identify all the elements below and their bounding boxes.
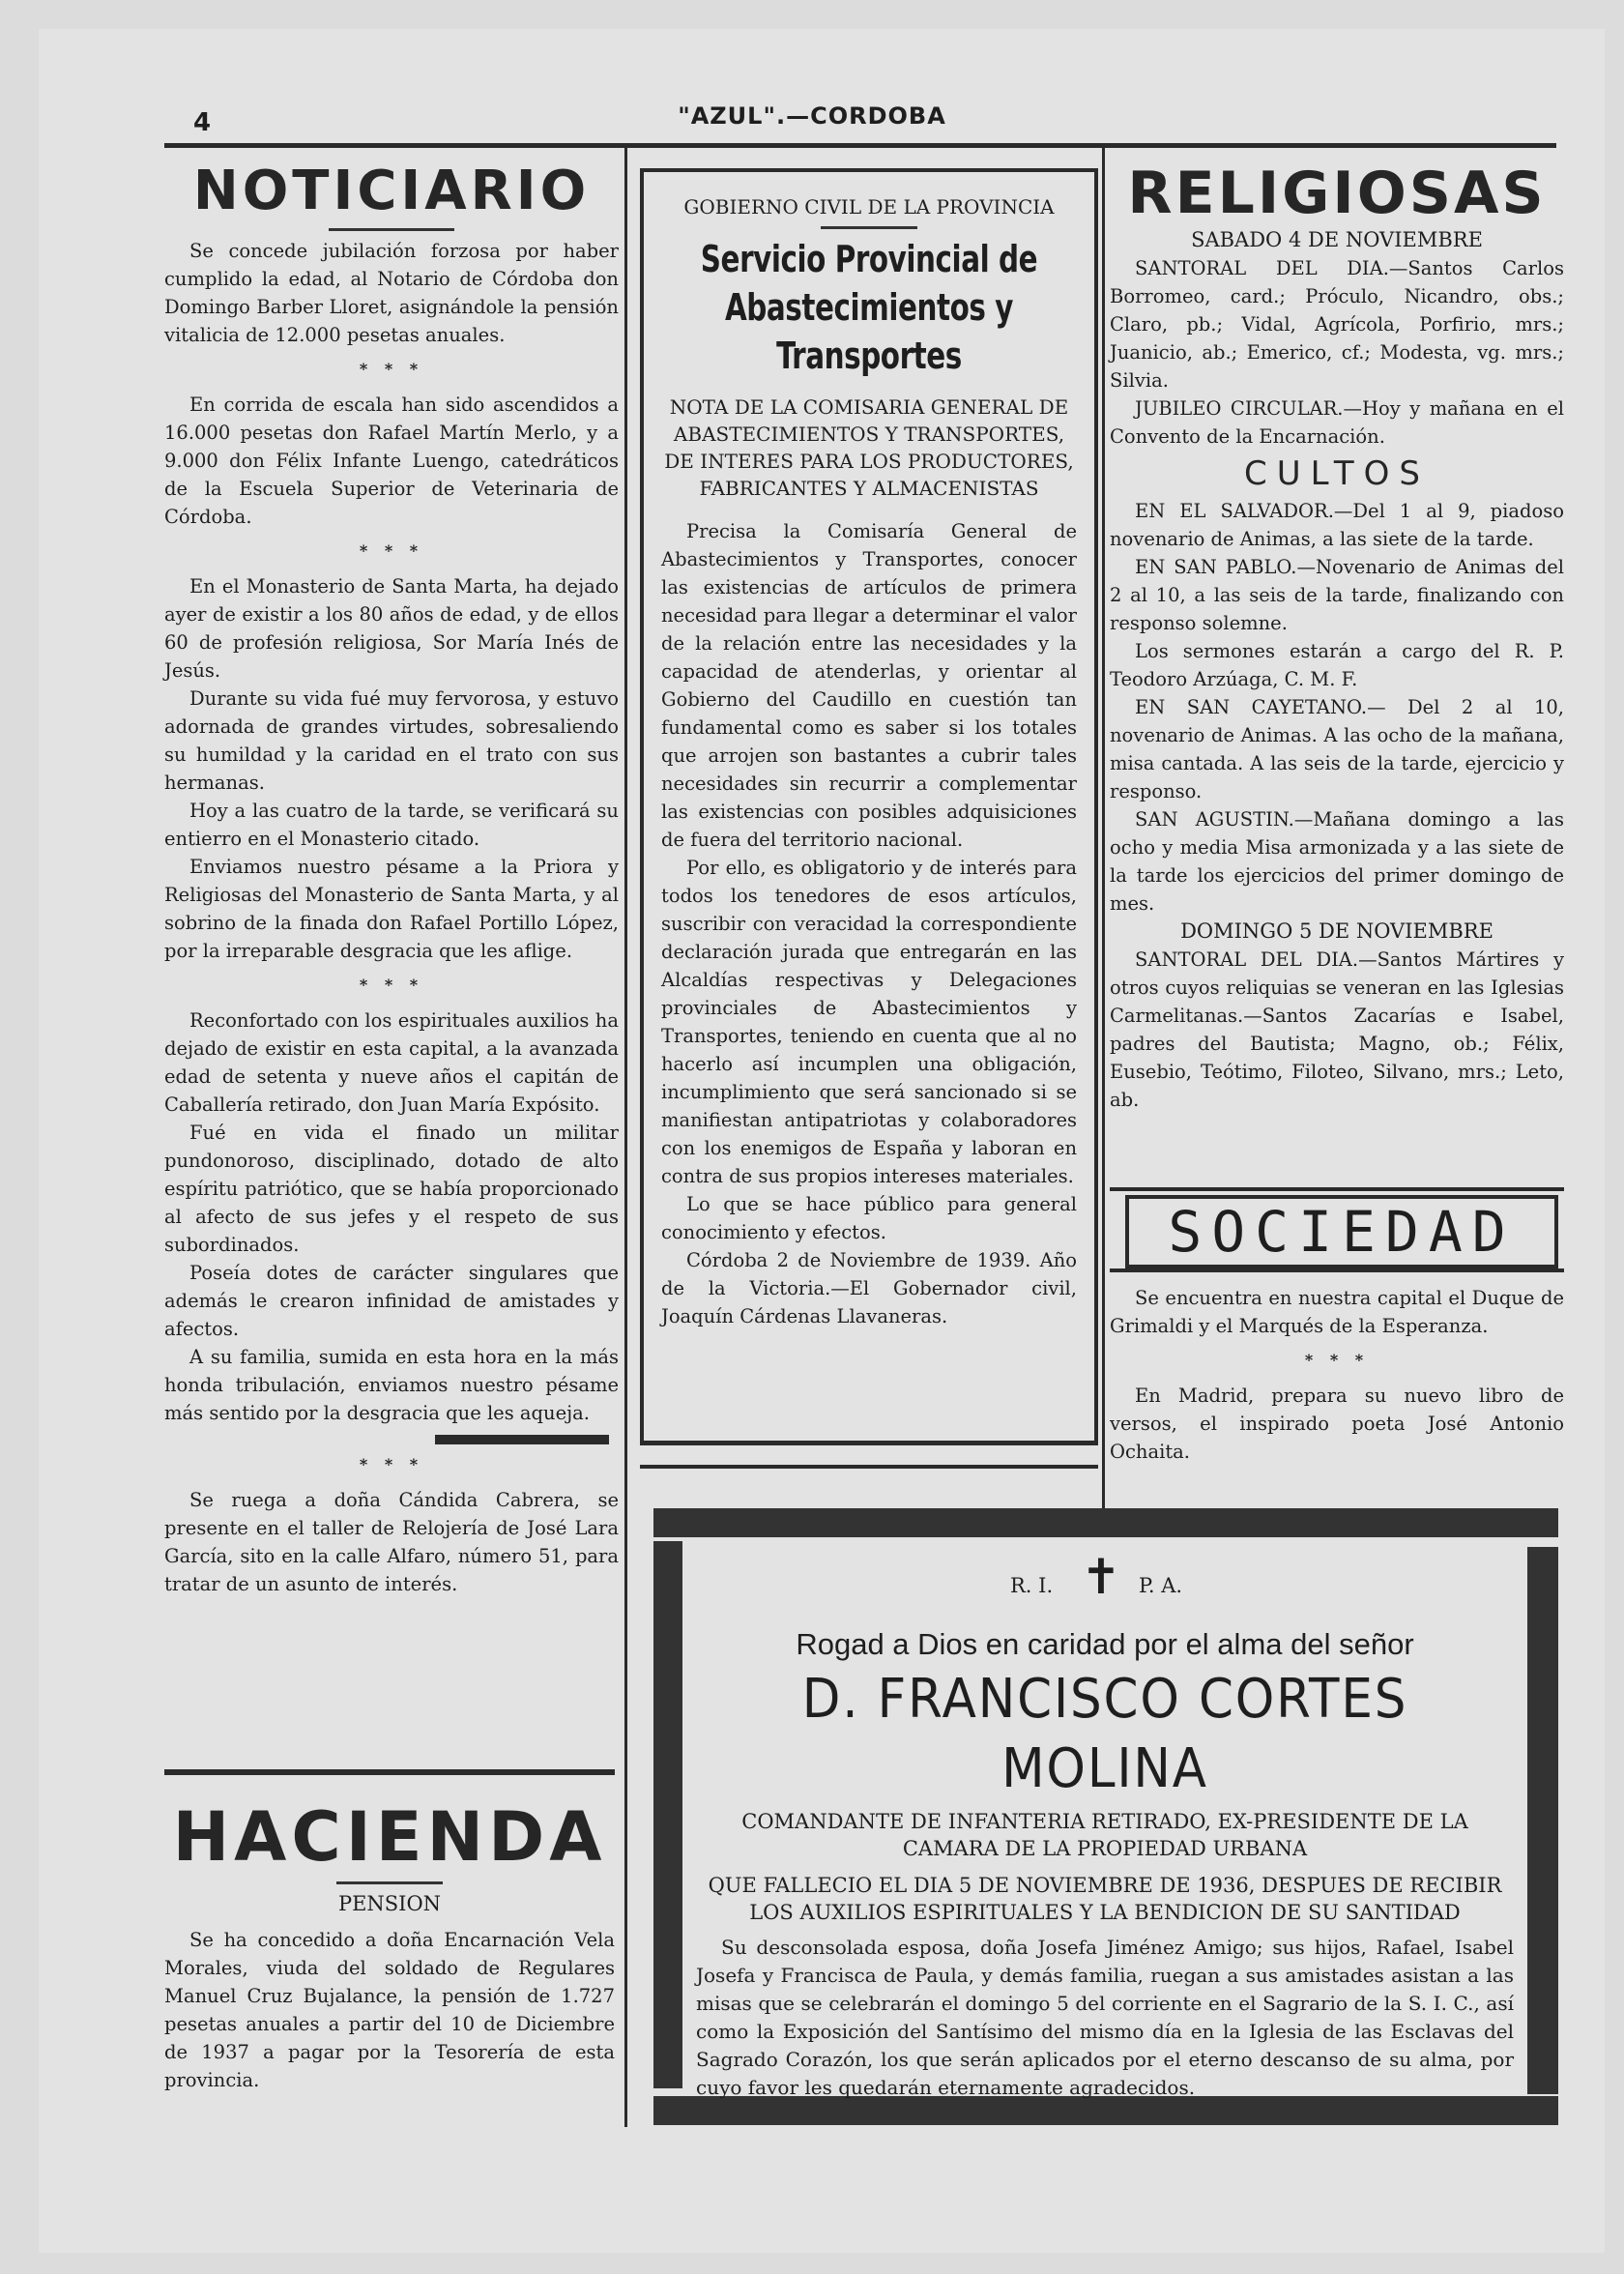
esquela-top-bar [653,1508,1558,1537]
news-paragraph: A su familia, sumida en esta hora en la más honda tribulación, enviamos nuestro pésame más sentido por la desgracia que les aqueja. [164,1346,619,1424]
gobierno-bottom-rule [640,1441,1098,1445]
gobierno-paragraph: Por ello, es obligatorio y de interés para todos los tenedores de esos artículos, suscribir con veracidad la correspondiente declaración jurada que entregarán en las Alcaldías respectivas y Delegaciones provinciales de Abastecimientos y Transportes, teniendo en cuenta que al no hacerlo así incumplen una obligación, incumplimiento que será sancionado si se manifiestan antipatriotas y colaboradores con los enemigos de España y laboran en contra de sus propios intereses materiales. [661,857,1077,1187]
column-divider [624,145,627,2127]
religiosas-paragraph: SANTORAL DEL DIA.—Santos Mártires y otros cuyos reliquias se veneran en las Iglesias Carmelitanas.—Santos Zacarías e Isabel, padres del Bautista; Magno, ob.; Félix, Eusebio, Teótimo, Filoteo, Silvano, mrs.; Leto, ab. [1110,948,1564,1111]
cultos-heading: CULTOS [1244,454,1430,493]
page-number: 4 [193,108,212,137]
religiosas-paragraph: EN EL SALVADOR.—Del 1 al 9, piadoso novenario de Animas, a las siete de la tarde. [1110,500,1564,550]
newspaper-title: "AZUL".—CORDOBA [678,102,946,130]
noticiario-heading: NOTICIARIO [192,160,591,222]
separator: * * * [359,976,424,994]
news-paragraph: Hoy a las cuatro de la tarde, se verificará su entierro en el Monasterio citado. [164,800,619,850]
gobierno-section [661,193,1077,1330]
esquela-section [696,1547,1514,2102]
sociedad-heading: SOCIEDAD [1125,1195,1558,1268]
esquela-right-bar [1527,1547,1558,2094]
gobierno-bottom-rule [640,1465,1098,1469]
religiosas-date: DOMINGO 5 DE NOVIEMBRE [1180,919,1494,943]
divider [821,226,917,229]
religiosas-paragraph: JUBILEO CIRCULAR.—Hoy y mañana en el Convento de la Encarnación. [1110,397,1564,448]
esquela-body: Su desconsolada esposa, doña Josefa Jiménez Amigo; sus hijos, Rafael, Isabel Josefa y Francisca de Paula, y demás familia, ruegan a sus amistades asistan a las misas que se celebrarán el domingo 5 del corriente en el Sagrario de la S. I. C., así como la Exposición del Santísimo del mismo día en la Iglesia de las Esclavas del Sagrado Corazón, los que serán aplicados por el eterno descanso de su alma, por cuyo favor les quedarán eternamente agradecidos. [696,1936,1514,2099]
sociedad-rule [1110,1187,1564,1191]
sociedad-paragraph: En Madrid, prepara su nuevo libro de versos, el inspirado poeta José Antonio Ochaita. [1110,1385,1564,1463]
gobierno-paragraph: Precisa la Comisaría General de Abastecimientos y Transportes, conocer las existencias de artículos de primera necesidad para llegar a determinar el valor de la relación entre las necesidades y la capacidad de atenderlas, y orientar al Gobierno del Caudillo en cuestión tan fundamental como es saber si los totales que arrojen son bastantes a cubrir tales necesidades sin recurrir a complementar las existencias con posibles adquisiciones de fuera del territorio nacional. [661,520,1077,851]
religiosas-paragraph: EN SAN PABLO.—Novenario de Animas del 2 al 10, a las seis de la tarde, finalizando con responso solemne. [1110,556,1564,634]
separator: * * * [359,541,424,560]
hacienda-section [164,1798,615,2094]
esquela-death: QUE FALLECIO EL DIA 5 DE NOVIEMBRE DE 1936, DESPUES DE RECIBIR LOS AUXILIOS ESPIRITUALES Y LA BENDICION DE SU SANTIDAD [708,1874,1502,1924]
esquela-lead: Rogad a Dios en caridad por el alma del señor [796,1627,1414,1661]
news-paragraph: Se concede jubilación forzosa por haber cumplido la edad, al Notario de Córdoba don Domingo Barber Lloret, asignándole la pensión vitalicia de 12.000 pesetas anuales. [164,240,619,346]
religiosas-paragraph: EN SAN CAYETANO.— Del 2 al 10, novenario de Animas. A las ocho de la mañana, misa cantada. A las seis de la tarde, ejercicio y responso. [1110,696,1564,802]
gobierno-subtitle: NOTA DE LA COMISARIA GENERAL DE ABASTECIMIENTOS Y TRANSPORTES, DE INTERES PARA LOS PRODUCTORES, FABRICANTES Y ALMACENISTAS [664,395,1074,500]
news-paragraph: Se ruega a doña Cándida Cabrera, se presente en el taller de Relojería de José Lara García, sito en la calle Alfaro, número 51, para tratar de un asunto de interés. [164,1489,619,1595]
hacienda-paragraph: Se ha concedido a doña Encarnación Vela Morales, viuda del soldado de Regulares Manuel Cruz Bujalance, la pensión de 1.727 pesetas anuales a partir del 10 de Diciembre de 1937 a pagar por la Tesorería de esta provincia. [164,1929,615,2091]
religiosas-paragraph: SAN AGUSTIN.—Mañana domingo a las ocho y media Misa armonizada y a las siete de la tarde los ejercicios del primer domingo de mes. [1110,808,1564,915]
hacienda-rule [164,1769,615,1775]
religiosas-section [1110,160,1564,1114]
rip-row [696,1547,1514,1624]
hacienda-heading: HACIENDA [172,1797,607,1877]
sociedad-paragraph: Se encuentra en nuestra capital el Duque de Grimaldi y el Marqués de la Esperanza. [1110,1287,1564,1337]
cross-icon: ✝ [1081,1549,1121,1605]
news-paragraph: Enviamos nuestro pésame a la Priora y Religiosas del Monasterio de Santa Marta, y al sobrino de la finada don Rafael Portillo López, por la irreparable desgracia que les aflige. [164,856,619,962]
esquela-left-bar [653,1541,682,2088]
divider [336,1881,443,1884]
hacienda-subheading: PENSION [337,1892,442,1915]
separator: * * * [1304,1351,1370,1369]
esquela-rank: COMANDANTE DE INFANTERIA RETIRADO, EX-PRESIDENTE DE LA CAMARA DE LA PROPIEDAD URBANA [741,1810,1468,1860]
religiosas-paragraph: SANTORAL DEL DIA.—Santos Carlos Borromeo, card.; Próculo, Nicandro, obs.; Claro, pb.; Vidal, Agrícola, Porfirio, mrs.; Juanicio, ab.; Emerico, cf.; Modesta, vg. mrs.; Silvia. [1110,257,1564,392]
religiosas-heading: RELIGIOSAS [1127,160,1547,227]
gobierno-kicker: GOBIERNO CIVIL DE LA PROVINCIA [683,195,1055,219]
news-paragraph: Durante su vida fué muy fervorosa, y estuvo adornada de grandes virtudes, sobresaliendo su humildad y la caridad en el trato con sus hermanas. [164,687,619,794]
news-paragraph: Reconfortado con los espirituales auxilios ha dejado de existir en esta capital, a la avanzada edad de setenta y nueve años el capitán de Caballería retirado, don Juan María Expósito. [164,1009,619,1116]
separator: * * * [359,1455,424,1473]
news-paragraph: En corrida de escala han sido ascendidos a 16.000 pesetas don Rafael Martín Merlo, y a 9.000 don Félix Infante Luengo, catedráticos de la Escuela Superior de Veterinaria de Córdoba. [164,394,619,528]
separator: * * * [359,360,424,378]
header-rule [164,143,1556,148]
divider [435,1435,609,1444]
sociedad-rule [1110,1268,1564,1272]
gobierno-title: Servicio Provincial de Abastecimientos y Transportes [700,238,1038,377]
rip-left: R. I. [1010,1574,1054,1597]
news-paragraph: Fué en vida el finado un militar pundonoroso, disciplinado, dotado de alto espíritu patriótico, que se había proporcionado al afecto de sus jefes y el respeto de sus subordinados. [164,1122,619,1256]
religiosas-date: SABADO 4 DE NOVIEMBRE [1191,228,1483,251]
news-paragraph: Poseía dotes de carácter singulares que además le crearon infinidad de amistades y afectos. [164,1262,619,1340]
religiosas-paragraph: Los sermones estarán a cargo del R. P. Teodoro Arzúaga, C. M. F. [1110,640,1564,690]
esquela-name: D. FRANCISCO CORTES MOLINA [801,1668,1408,1800]
rip-right: P. A. [1139,1574,1183,1597]
noticiario-section [164,160,619,1598]
news-paragraph: En el Monasterio de Santa Marta, ha dejado ayer de existir a los 80 años de edad, y de ellos 60 de profesión religiosa, Sor María Inés de Jesús. [164,575,619,682]
sociedad-section [1110,1284,1564,1466]
column-divider [1102,145,1105,1508]
divider [329,228,454,231]
gobierno-paragraph: Lo que se hace público para general conocimiento y efectos. [661,1193,1077,1243]
gobierno-paragraph: Córdoba 2 de Noviembre de 1939. Año de la Victoria.—El Gobernador civil, Joaquín Cárdenas Llavaneras. [661,1249,1077,1327]
